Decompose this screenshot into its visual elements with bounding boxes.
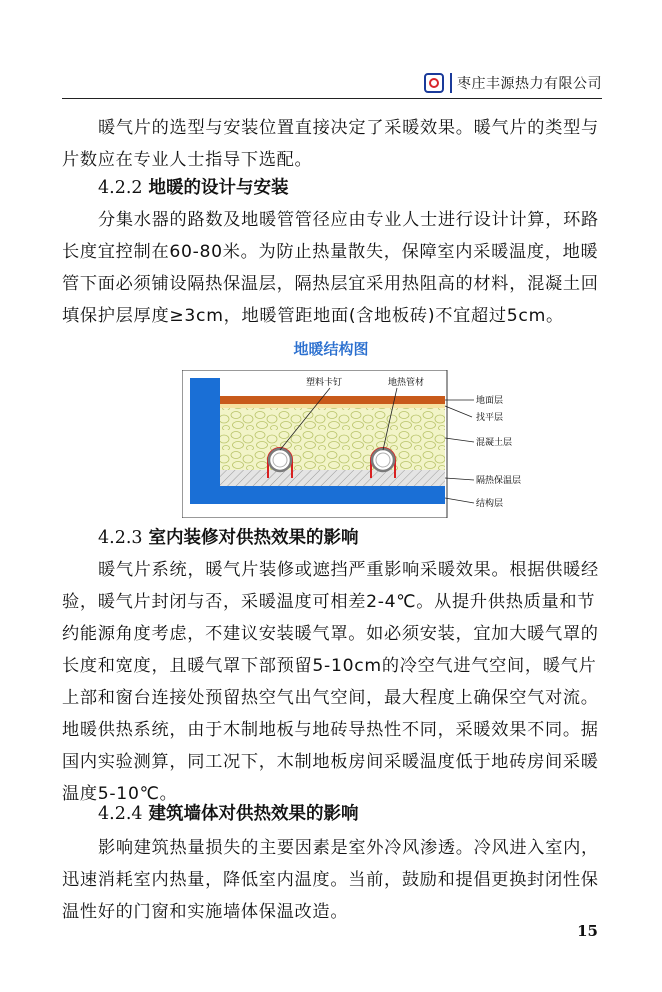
- figure-title: 地暖结构图: [293, 340, 369, 358]
- label-plastic-clip: 塑料卡钉: [306, 378, 343, 388]
- section-number: 4.2.4: [98, 804, 143, 824]
- section-title: 地暖的设计与安装: [148, 178, 289, 198]
- paragraph-radiator-selection: 暖气片的选型与安装位置直接决定了采暖效果。暖气片的类型与片数应在专业人士指导下选配。: [62, 118, 599, 170]
- structure-layer: [190, 486, 445, 504]
- page-number: 15: [577, 922, 598, 940]
- insulation-layer: [220, 470, 445, 486]
- header-rule: [62, 98, 602, 99]
- label-leveling-layer: 找平层: [476, 413, 504, 423]
- section-heading-4-2-4: [98, 800, 359, 825]
- leveling-layer: [220, 404, 445, 408]
- section-title: 室内装修对供热效果的影响: [148, 528, 359, 548]
- paragraph-interior-decoration: 暖气片系统，暖气片装修或遮挡严重影响采暖效果。根据供暖经验，暖气片封闭与否，采暖温度可相差2-4℃。从提升供热质量和节约能源角度考虑，不建议安装暖气罩。如必须安装，宜加大暖气罩的长度和宽度，且暖气罩下部预留5-10cm的冷空气进气空间，暖气片上部和窗台连接处预留热空气出气空间，最大程度上确保空气对流。地暖供热系统，由于木制地板与地砖导热性不同，采暖效果不同。据国内实验测算，同工况下，木制地板房间采暖温度低于地砖房间采暖温度5-10℃。: [62, 560, 599, 804]
- label-concrete-layer: 混凝土层: [476, 438, 513, 448]
- concrete-layer: [220, 408, 445, 470]
- paragraph-building-walls: 影响建筑热量损失的主要因素是室外冷风渗透。冷风进入室内，迅速消耗室内热量，降低室内温度。当前，鼓励和提倡更换封闭性保温性好的门窗和实施墙体保温改造。: [62, 838, 599, 922]
- section-heading-4-2-3: [98, 524, 359, 549]
- floor-heating-structure-diagram: [182, 370, 542, 518]
- label-heating-pipe: 地热管材: [388, 378, 425, 388]
- section-title: 建筑墙体对供热效果的影响: [148, 804, 359, 824]
- company-logo-icon: [424, 73, 444, 93]
- section-number: 4.2.2: [98, 178, 143, 198]
- page-header: [424, 70, 602, 96]
- company-name: 枣庄丰源热力有限公司: [457, 76, 602, 92]
- paragraph-floor-heating-design: 分集水器的路数及地暖管管径应由专业人士进行设计计算，环路长度宜控制在60-80米。为防止热量散失，保障室内采暖温度，地暖管下面必须铺设隔热保温层，隔热层宜采用热阻高的材料，混凝土回填保护层厚度≥3cm，地暖管距地面(含地板砖)不宜超过5cm。: [62, 210, 599, 326]
- header-divider: [450, 73, 452, 93]
- label-insulation-layer: 隔热保温层: [476, 476, 522, 486]
- label-structure-layer: 结构层: [476, 499, 504, 509]
- structure-wall: [190, 378, 220, 502]
- section-number: 4.2.3: [98, 528, 143, 548]
- floor-layer: [220, 396, 445, 404]
- label-floor-layer: 地面层: [476, 396, 504, 406]
- section-heading-4-2-2: [98, 174, 289, 199]
